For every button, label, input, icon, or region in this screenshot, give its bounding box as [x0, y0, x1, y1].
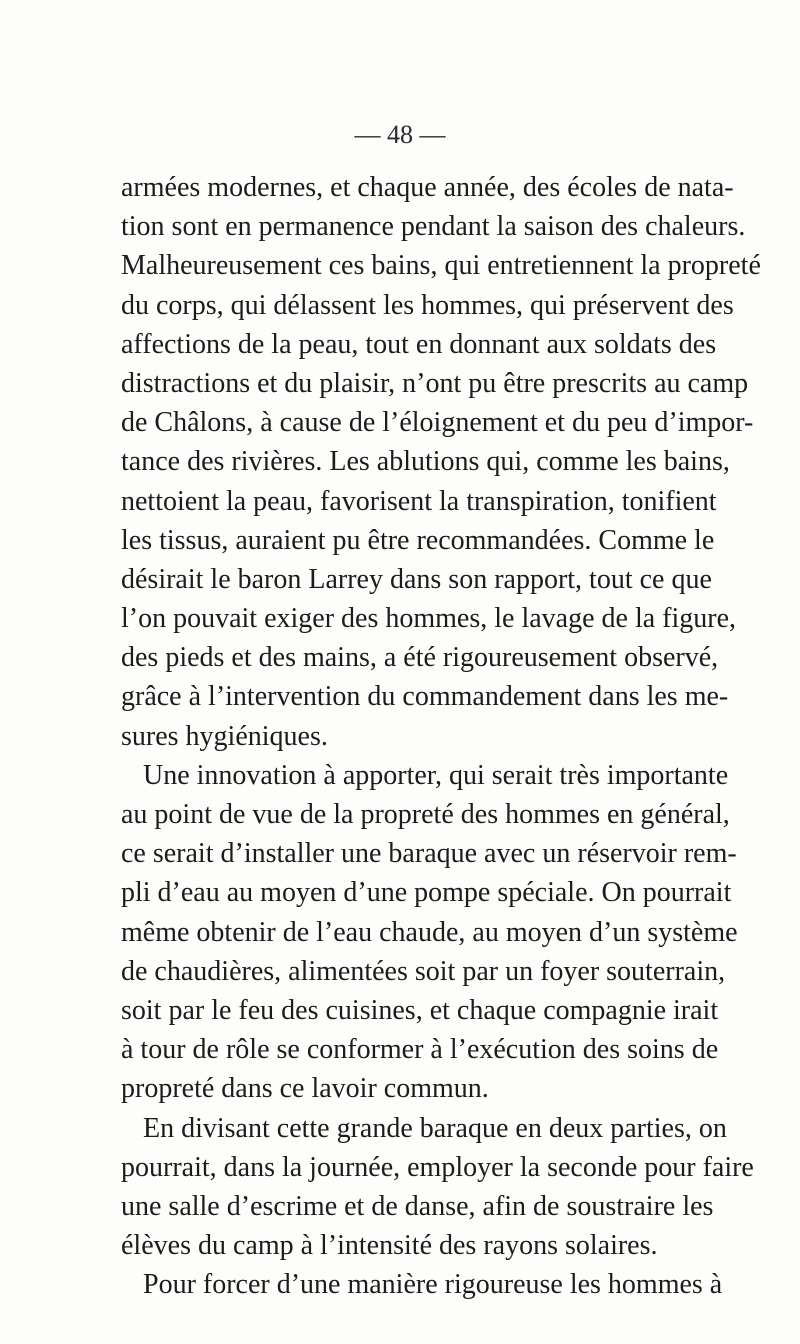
text-line: pourrait, dans la journée, employer la seconde pour faire	[121, 1151, 754, 1183]
text-line: distractions et du plaisir, n’ont pu être prescrits au camp	[121, 367, 749, 399]
text-line: Une innovation à apporter, qui serait très importante	[143, 759, 729, 791]
text-line: même obtenir de l’eau chaude, au moyen d’un système	[121, 916, 738, 948]
text-line: tion sont en permanence pendant la saison des chaleurs.	[121, 211, 746, 243]
page-number: — 48 —	[354, 120, 446, 149]
text-line: les tissus, auraient pu être recommandées. Comme le	[121, 524, 715, 556]
text-line: Malheureusement ces bains, qui entretiennent la propreté	[121, 250, 761, 282]
text-line: grâce à l’intervention du commandement dans les me-	[121, 681, 729, 713]
text-line: ce serait d’installer une baraque avec un réservoir rem-	[121, 838, 737, 870]
text-line: une salle d’escrime et de danse, afin de soustraire les	[121, 1190, 714, 1222]
body-text	[121, 168, 761, 1304]
text-line: soit par le feu des cuisines, et chaque compagnie irait	[121, 994, 719, 1026]
text-line: élèves du camp à l’intensité des rayons solaires.	[121, 1230, 658, 1262]
text-line: armées modernes, et chaque année, des écoles de nata-	[121, 172, 734, 203]
text-line: au point de vue de la propreté des hommes en général,	[121, 799, 730, 830]
text-line: Pour forcer d’une manière rigoureuse les hommes à	[143, 1269, 723, 1301]
text-line: pli d’eau au moyen d’une pompe spéciale. On pourrait	[121, 877, 732, 909]
text-line: l’on pouvait exiger des hommes, le lavage de la figure,	[121, 603, 737, 635]
text-line: propreté dans ce lavoir commun.	[121, 1073, 489, 1105]
text-line: désirait le baron Larrey dans son rapport, tout ce que	[121, 563, 712, 595]
text-line: sures hygiéniques.	[121, 720, 328, 752]
text-line: à tour de rôle se conformer à l’exécution des soins de	[121, 1034, 719, 1066]
text-line: En divisant cette grande baraque en deux parties, on	[143, 1112, 727, 1144]
text-line: du corps, qui délassent les hommes, qui préservent des	[121, 289, 734, 321]
text-line: des pieds et des mains, a été rigoureusement observé,	[121, 642, 719, 674]
text-line: de Châlons, à cause de l’éloignement et du peu d’impor-	[121, 407, 754, 439]
text-line: affections de la peau, tout en donnant aux soldats des	[121, 328, 717, 360]
text-line: nettoient la peau, favorisent la transpiration, tonifient	[121, 485, 717, 517]
text-line: tance des rivières. Les ablutions qui, comme les bains,	[121, 446, 730, 478]
text-line: de chaudières, alimentées soit par un foyer souterrain,	[121, 955, 726, 987]
